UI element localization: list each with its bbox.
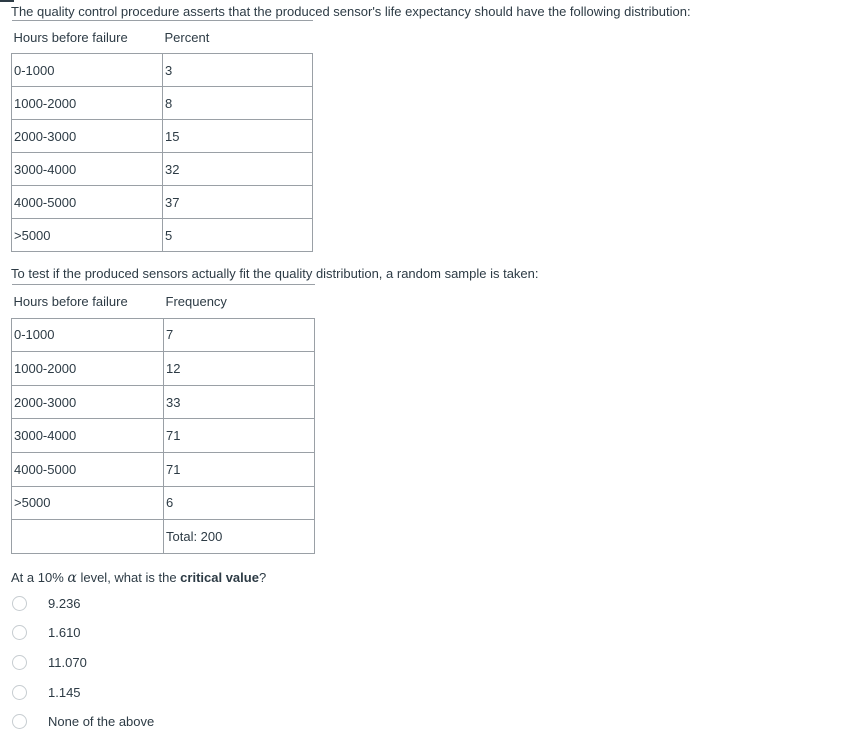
hours-cell: >5000	[12, 486, 164, 520]
table-row	[12, 54, 313, 87]
option-label: 9.236	[48, 596, 81, 611]
table-header-row	[12, 21, 313, 54]
option-label: 1.145	[48, 685, 81, 700]
question-middle: level, what is the	[76, 570, 181, 585]
hours-cell: >5000	[12, 219, 163, 252]
hours-cell: 3000-4000	[12, 419, 164, 453]
hours-cell: 0-1000	[12, 318, 164, 352]
question-prefix: At a 10%	[11, 570, 68, 585]
radio-button[interactable]	[12, 714, 27, 729]
table-row	[12, 486, 315, 520]
hours-cell: 0-1000	[12, 54, 163, 87]
answer-option[interactable]	[12, 655, 87, 670]
radio-button[interactable]	[12, 685, 27, 700]
question-text	[11, 570, 266, 586]
option-label: 1.610	[48, 625, 81, 640]
hours-cell: 2000-3000	[12, 120, 163, 153]
table-row	[12, 385, 315, 419]
percent-cell: 8	[163, 87, 313, 120]
table-row	[12, 120, 313, 153]
answer-option[interactable]	[12, 625, 81, 640]
table-row	[12, 318, 315, 352]
option-label: 11.070	[48, 655, 87, 670]
percent-cell: 3	[163, 54, 313, 87]
sample-text: To test if the produced sensors actually fit the quality distribution, a random sample is taken:	[11, 266, 539, 281]
table-row	[12, 186, 313, 219]
header-hours: Hours before failure	[12, 21, 163, 54]
radio-button[interactable]	[12, 596, 27, 611]
frequency-cell: 12	[164, 352, 315, 386]
table-total-row	[12, 520, 315, 554]
frequency-cell: 6	[164, 486, 315, 520]
answer-option[interactable]	[12, 714, 154, 729]
table-row	[12, 352, 315, 386]
total-cell: Total: 200	[164, 520, 315, 554]
question-bold: critical value	[180, 570, 259, 585]
option-label: None of the above	[48, 714, 155, 729]
intro-text: The quality control procedure asserts that the produced sensor's life expectancy should have the following distribution:	[11, 4, 691, 19]
table-row	[12, 219, 313, 252]
frequency-cell: 33	[164, 385, 315, 419]
hours-cell: 1000-2000	[12, 352, 164, 386]
table-row	[12, 87, 313, 120]
table-header-row	[12, 285, 315, 319]
percent-cell: 37	[163, 186, 313, 219]
hours-cell: 1000-2000	[12, 87, 163, 120]
top-edge-mark	[0, 0, 14, 2]
hours-cell: 3000-4000	[12, 153, 163, 186]
percent-cell: 5	[163, 219, 313, 252]
frequency-cell: 71	[164, 452, 315, 486]
hours-cell: 4000-5000	[12, 452, 164, 486]
hours-cell: 4000-5000	[12, 186, 163, 219]
table-row	[12, 452, 315, 486]
hours-cell: 2000-3000	[12, 385, 164, 419]
expected-distribution-table	[11, 20, 313, 252]
header-frequency: Frequency	[164, 285, 315, 319]
question-suffix: ?	[258, 570, 267, 585]
percent-cell: 15	[163, 120, 313, 153]
answer-option[interactable]	[12, 596, 81, 611]
alpha-symbol: α	[67, 570, 77, 586]
radio-button[interactable]	[12, 655, 27, 670]
empty-cell	[12, 520, 164, 554]
frequency-cell: 71	[164, 419, 315, 453]
answer-option[interactable]	[12, 685, 81, 700]
sample-frequency-table	[11, 284, 315, 554]
frequency-cell: 7	[164, 318, 315, 352]
radio-button[interactable]	[12, 625, 27, 640]
table-row	[12, 153, 313, 186]
percent-cell: 32	[163, 153, 313, 186]
header-percent: Percent	[163, 21, 313, 54]
table-row	[12, 419, 315, 453]
header-hours: Hours before failure	[12, 285, 164, 319]
